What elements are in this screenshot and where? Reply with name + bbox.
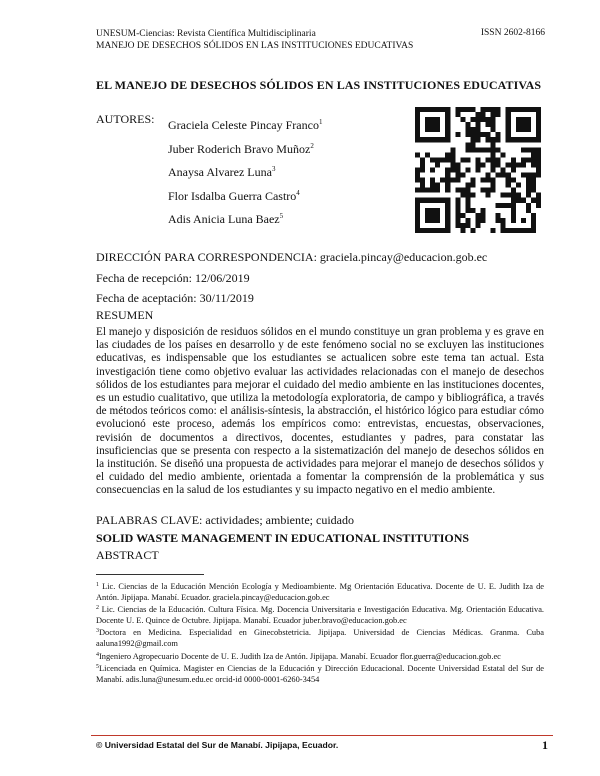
running-title: MANEJO DE DESECHOS SÓLIDOS EN LAS INSTITUCIONES EDUCATIVAS — [96, 41, 414, 51]
resumen-heading: RESUMEN — [96, 308, 154, 322]
abstract-heading: ABSTRACT — [96, 548, 159, 562]
article-title: EL MANEJO DE DESECHOS SÓLIDOS EN LAS INSTITUCIONES EDUCATIVAS — [96, 78, 542, 92]
footnotes — [96, 580, 544, 685]
author-list — [168, 112, 322, 230]
footnote: $^1$ Lic. Ciencias de la Educación Mención Ecología y Medioambiente. Mg Orientación Educativa. Docente de U. E. Judith Iza de Antón. Jipijapa. Manabí. Ecuador. graciela.pincay@educacion.gob.ec — [96, 582, 544, 602]
authors-label: AUTORES: — [96, 112, 155, 126]
english-title: SOLID WASTE MANAGEMENT IN EDUCATIONAL INSTITUTIONS — [96, 531, 470, 545]
accepted-date: Fecha de aceptación: 30/11/2019 — [96, 291, 254, 305]
author: Adis Anicia Luna Baez$^5$ — [168, 212, 284, 226]
footnote: $^5$Licenciada en Química. Magister en Ciencias de la Educación y Dirección Educacional. Docente Universidad Estatal del Sur de Manabí. adis.luna@unesum.edu.ec orcid-id 0000-0001-6260-3454 — [96, 664, 544, 684]
footnote-rule — [96, 574, 204, 575]
received-date: Fecha de recepción: 12/06/2019 — [96, 271, 250, 285]
author: Juber Roderich Bravo Muñoz$^2$ — [168, 141, 314, 156]
footnote: $^2$ Lic. Ciencias de la Educación. Cultura Física. Mg. Docencia Universitaria e Investigación Educativa. Mg. Orientación Educativa. Docente U. E. Quince de Octubre. Jipijapa. Manabí. Ecuador juber.bravo@educacion.gob.ec — [96, 605, 544, 625]
footnote: $^4$Ingeniero Agropecuario Docente de U. E. Judith Iza de Antón. Jipijapa. Manabí. Ecuador flor.guerra@educacion.gob.ec — [96, 651, 501, 661]
footer-copyright: © Universidad Estatal del Sur de Manabí. Jipijapa, Ecuador. — [96, 740, 339, 750]
author: Graciela Celeste Pincay Franco$^1$ — [168, 118, 323, 132]
author: Flor Isdalba Guerra Castro$^4$ — [168, 188, 300, 203]
keywords: PALABRAS CLAVE: actividades; ambiente; cuidado — [96, 513, 354, 527]
footnote: $^3$Doctora en Medicina. Especialidad en Ginecobstetricia. Jipijapa. Universidad de Ciencias Médicas. Granma. Cuba aaluna1992@gmail.com — [96, 628, 544, 648]
page-number: 1 — [542, 738, 548, 752]
correspondence: DIRECCIÓN PARA CORRESPONDENCIA: graciela.pincay@educacion.gob.ec — [96, 250, 488, 264]
author: Anaysa Alvarez Luna$^3$ — [168, 165, 276, 179]
resumen-text: El manejo y disposición de residuos sólidos en el mundo constituye un gran problema y es grave en las ciudades de los países en desarrollo y de este fenómeno social no se excluyen las instituciones educativas, es indispensable que los estudiantes se actualicen sobre este tema tan actual. Esta investigación tiene como objetivo evaluar las actividades relacionadas con el manejo de desechos sólidos de los estudiantes para mejorar el cuidado del medio ambiente en las instituciones docentes, es un estudio cualitativo, que utiliza la metodología exploratoria, de campo y bibliográfica, a través de métodos teóricos como: el análisis-síntesis, la abstracción, el histórico lógico para estudiar cómo evolucionó este proceso, además los empíricos como: entrevistas, encuestas, observaciones, revisión de documentos a directivos, docentes, estudiantes y padres, para constatar las insuficiencias que se presenta con respecto a la sistematización del manejo de desechos sólidos en la institución. Se diseñó una propuesta de actividades para mejorar el manejo de desechos sólidos y el cuidado del medio ambiente, orientada a fomentar la comprensión de la problemática y sus consecuencias en la salud de los estudiantes y su impacto negativo en el medio ambiente. — [96, 326, 544, 497]
journal-name: UNESUM-Ciencias: Revista Científica Multidisciplinaria — [96, 29, 316, 39]
qr-code-icon — [415, 107, 541, 233]
running-header — [96, 28, 413, 52]
issn: ISSN 2602-8166 — [480, 28, 545, 38]
footer-rule — [91, 735, 553, 736]
